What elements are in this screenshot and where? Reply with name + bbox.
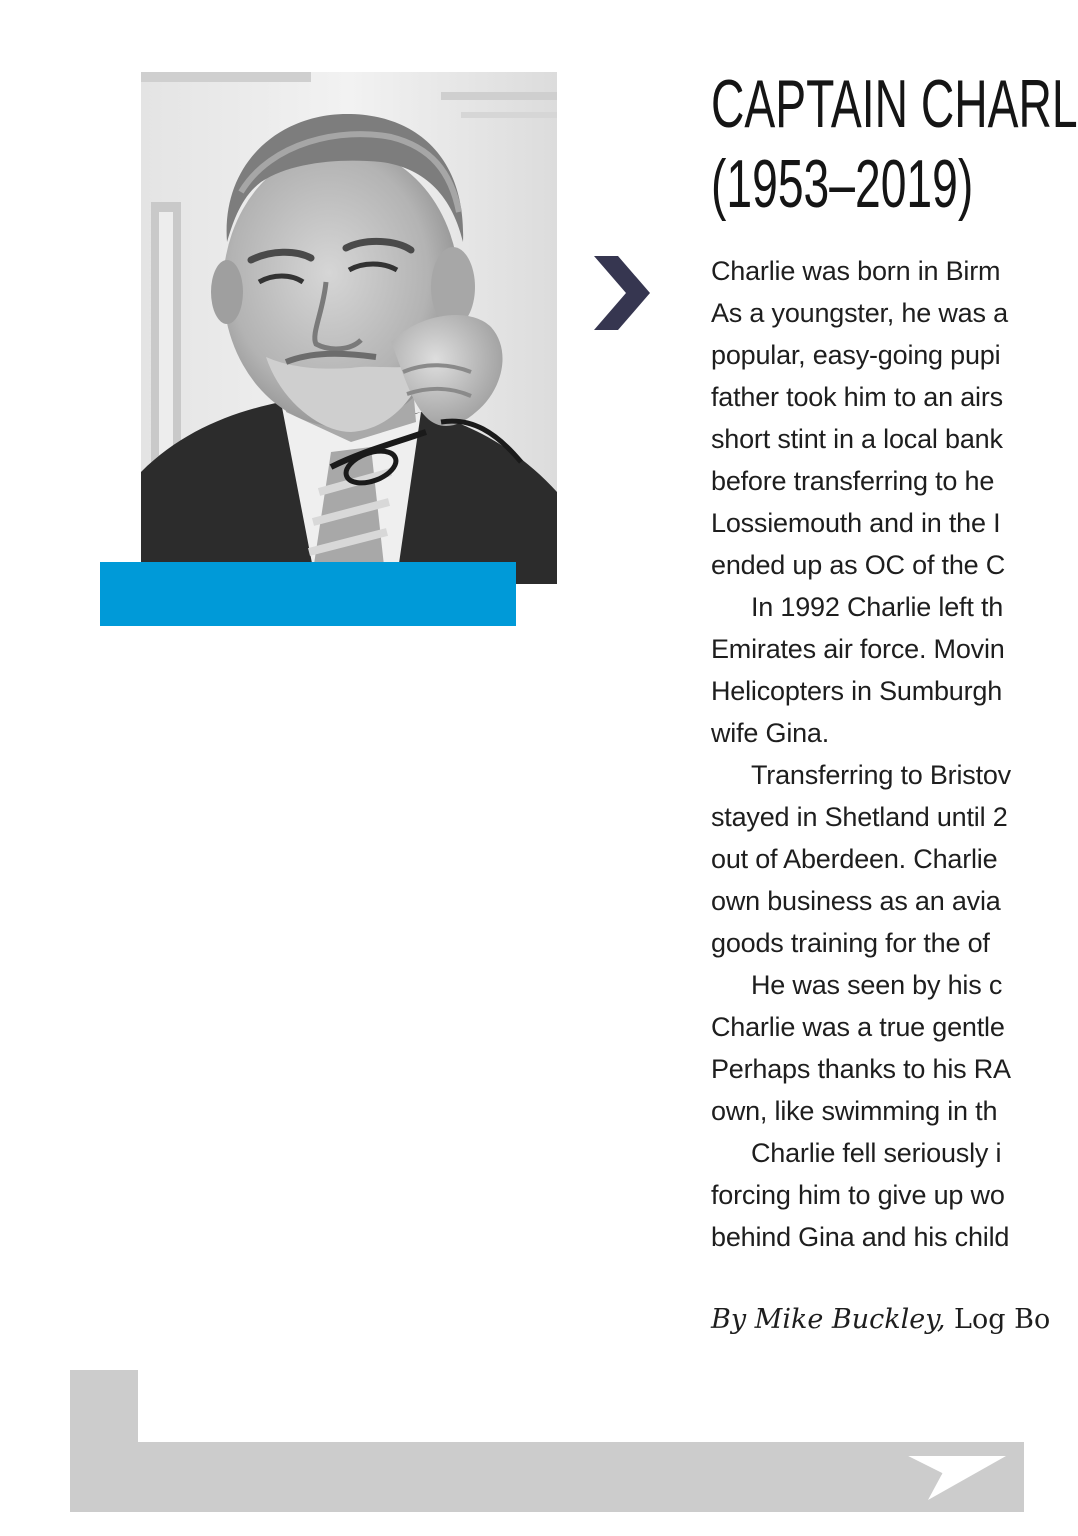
body-line: wife Gina. — [711, 718, 830, 748]
body-line: Lossiemouth and in the I — [711, 508, 1001, 538]
portrait-photo — [141, 72, 557, 584]
body-line: forcing him to give up wo — [711, 1180, 1005, 1210]
body-line: Charlie was a true gentle — [711, 1012, 1005, 1042]
obituary-body — [711, 250, 1024, 1260]
body-line: He was seen by his c — [751, 970, 1003, 1000]
body-line: father took him to an airs — [711, 382, 1003, 412]
body-line: As a youngster, he was a — [711, 298, 1008, 328]
body-line: behind Gina and his child — [711, 1222, 1010, 1252]
body-line: before transferring to he — [711, 466, 995, 496]
body-line: out of Aberdeen. Charlie — [711, 844, 998, 874]
body-line: stayed in Shetland until 2 — [711, 802, 1008, 832]
body-line: Emirates air force. Movin — [711, 634, 1005, 664]
heading-dates: (1953–2019) — [711, 146, 974, 222]
chevron-right-icon — [592, 256, 650, 330]
body-line: Charlie fell seriously i — [751, 1138, 1002, 1168]
body-line: In 1992 Charlie left th — [751, 592, 1004, 622]
byline-author: By Mike Buckley, — [711, 1304, 946, 1335]
portrait-illustration — [141, 72, 557, 584]
body-line: Charlie was born in Birm — [711, 256, 1001, 286]
body-line: short stint in a local bank — [711, 424, 1003, 454]
body-line: Helicopters in Sumburgh — [711, 676, 1003, 706]
body-line: Perhaps thanks to his RA — [711, 1054, 1011, 1084]
body-line: Transferring to Bristov — [751, 760, 1011, 790]
byline — [711, 1299, 1051, 1341]
body-line: own, like swimming in th — [711, 1096, 998, 1126]
obituary-heading — [711, 64, 1078, 224]
byline-publication: Log Bo — [945, 1304, 1051, 1335]
body-line: popular, easy-going pupi — [711, 340, 1001, 370]
footer-band — [70, 1370, 1024, 1512]
heading-title: CAPTAIN CHARL — [711, 66, 1078, 142]
body-line: own business as an avia — [711, 886, 1001, 916]
body-line: ended up as OC of the C — [711, 550, 1006, 580]
body-line: goods training for the of — [711, 928, 990, 958]
accent-bar — [100, 562, 516, 626]
